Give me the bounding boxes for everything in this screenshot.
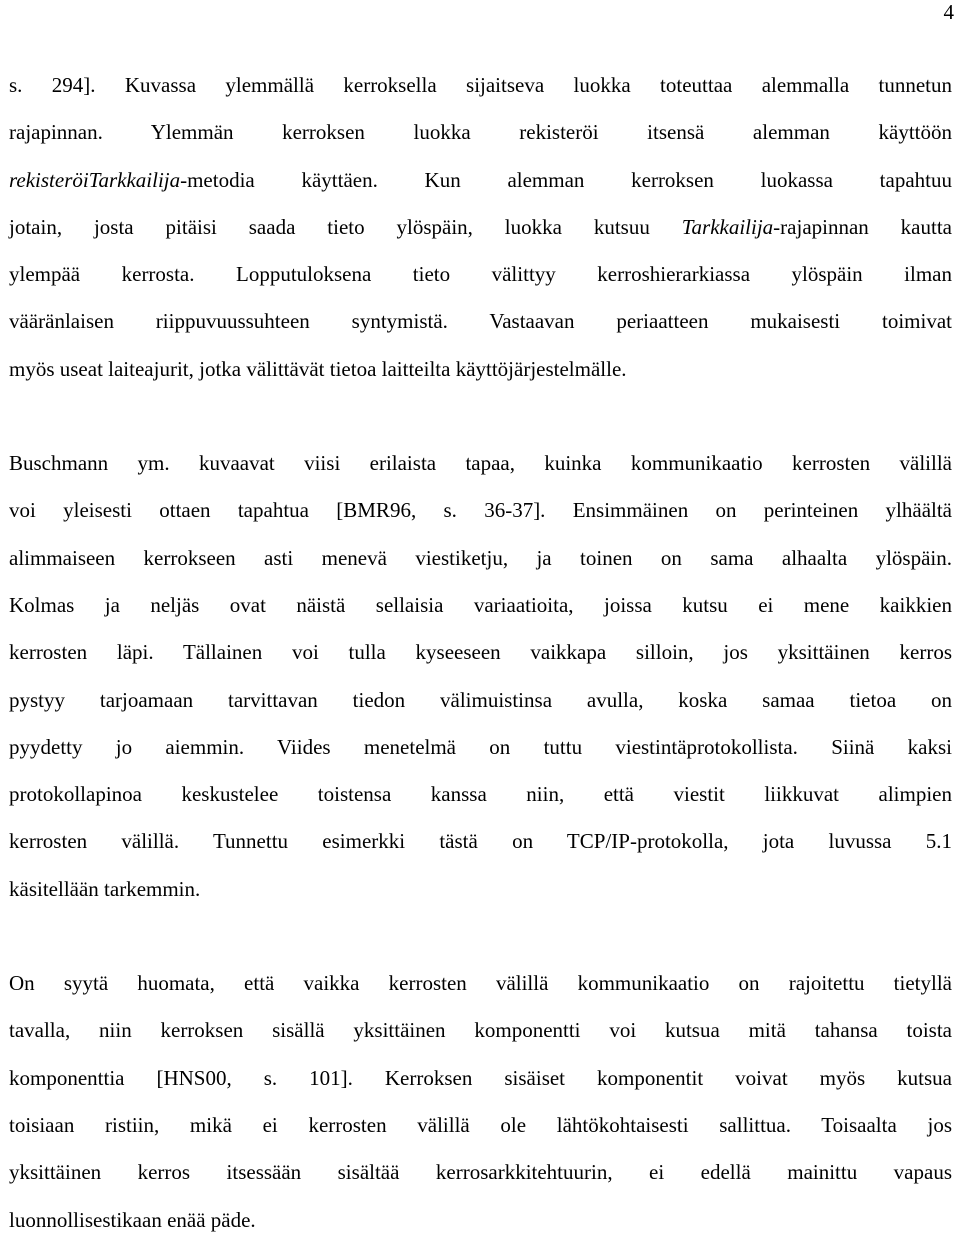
text-run: ylempää kerrosta. Lopputuloksena tieto välittyy kerroshierarkiassa ylöspäin ilman bbox=[9, 262, 952, 287]
text-run: myös useat laiteajurit, jotka välittävät tietoa laitteilta käyttöjärjestelmälle. bbox=[9, 356, 627, 381]
text-run: pystyy tarjoamaan tarvittavan tiedon välimuistinsa avulla, koska samaa tietoa on bbox=[9, 687, 952, 712]
text-line bbox=[9, 1007, 952, 1054]
text-line bbox=[9, 629, 952, 676]
text-run: rajapinnan. Ylemmän kerroksen luokka rekisteröi itsensä alemman käyttöön bbox=[9, 120, 952, 145]
page-number: 4 bbox=[943, 0, 954, 24]
text-run: pyydetty jo aiemmin. Viides menetelmä on tuttu viestintäprotokollista. Siinä kaksi bbox=[9, 734, 952, 759]
text-run: On syytä huomata, että vaikka kerrosten välillä kommunikaatio on rajoitettu tietyllä bbox=[9, 971, 952, 996]
text-run: kerrosten läpi. Tällainen voi tulla kyseeseen vaikkapa silloin, jos yksittäinen kerros bbox=[9, 640, 952, 665]
text-run: vääränlaisen riippuvuussuhteen syntymistä. Vastaavan periaatteen mukaisesti toimivat bbox=[9, 309, 952, 334]
text-line bbox=[9, 251, 952, 298]
text-run: käsitellään tarkemmin. bbox=[9, 876, 201, 901]
text-line bbox=[9, 346, 952, 393]
text-run: s. 294]. Kuvassa ylemmällä kerroksella sijaitseva luokka toteuttaa alemmalla tunnetun bbox=[9, 73, 952, 97]
text-line bbox=[9, 204, 952, 251]
text-line bbox=[9, 724, 952, 771]
text-line bbox=[9, 535, 952, 582]
text-line bbox=[9, 582, 952, 629]
text-run: yksittäinen kerros itsessään sisältää kerrosarkkitehtuurin, ei edellä mainittu vapaus bbox=[9, 1160, 952, 1185]
text-line bbox=[9, 109, 952, 156]
text-run: alimmaiseen kerrokseen asti menevä viestiketju, ja toinen on sama alhaalta ylöspäin. bbox=[9, 545, 952, 570]
text-run: protokollapinoa keskustelee toistensa kanssa niin, että viestit liikkuvat alimpien bbox=[9, 782, 952, 807]
italic-term: rekisteröiTarkkailija bbox=[9, 167, 181, 192]
document-body bbox=[9, 62, 952, 1244]
text-run: Buschmann ym. kuvaavat viisi erilaista tapaa, kuinka kommunikaatio kerrosten välillä bbox=[9, 451, 952, 476]
text-line bbox=[9, 677, 952, 724]
paragraph bbox=[9, 960, 952, 1244]
text-run: -rajapinnan kautta bbox=[773, 214, 952, 239]
text-line bbox=[9, 818, 952, 865]
text-run: luonnollisestikaan enää päde. bbox=[9, 1207, 256, 1232]
text-line bbox=[9, 62, 952, 109]
text-line bbox=[9, 866, 952, 913]
text-run: kerrosten välillä. Tunnettu esimerkki tästä on TCP/IP-protokolla, jota luvussa 5.1 bbox=[9, 829, 952, 854]
text-run: Kolmas ja neljäs ovat näistä sellaisia variaatioita, joissa kutsu ei mene kaikkien bbox=[9, 592, 952, 617]
text-run: komponenttia [HNS00, s. 101]. Kerroksen sisäiset komponentit voivat myös kutsua bbox=[9, 1065, 952, 1090]
text-line bbox=[9, 1102, 952, 1149]
text-line bbox=[9, 960, 952, 1007]
text-line bbox=[9, 771, 952, 818]
text-run: tavalla, niin kerroksen sisällä yksittäinen komponentti voi kutsua mitä tahansa toista bbox=[9, 1018, 952, 1043]
italic-term: Tarkkailija bbox=[681, 214, 774, 239]
paragraph bbox=[9, 62, 952, 393]
text-line bbox=[9, 1055, 952, 1102]
text-run: voi yleisesti ottaen tapahtua [BMR96, s. 36-37]. Ensimmäinen on perinteinen ylhäältä bbox=[9, 498, 952, 523]
text-run: jotain, josta pitäisi saada tieto ylöspäin, luokka kutsuu bbox=[9, 214, 682, 239]
text-line bbox=[9, 298, 952, 345]
text-run: -metodia käyttäen. Kun alemman kerroksen luokassa tapahtuu bbox=[180, 167, 952, 192]
paragraph bbox=[9, 440, 952, 913]
text-run: toisiaan ristiin, mikä ei kerrosten välillä ole lähtökohtaisesti sallittua. Toisaalta jos bbox=[9, 1112, 952, 1137]
text-line bbox=[9, 440, 952, 487]
text-line bbox=[9, 1197, 952, 1244]
text-line bbox=[9, 1149, 952, 1196]
text-line bbox=[9, 157, 952, 204]
text-line bbox=[9, 487, 952, 534]
